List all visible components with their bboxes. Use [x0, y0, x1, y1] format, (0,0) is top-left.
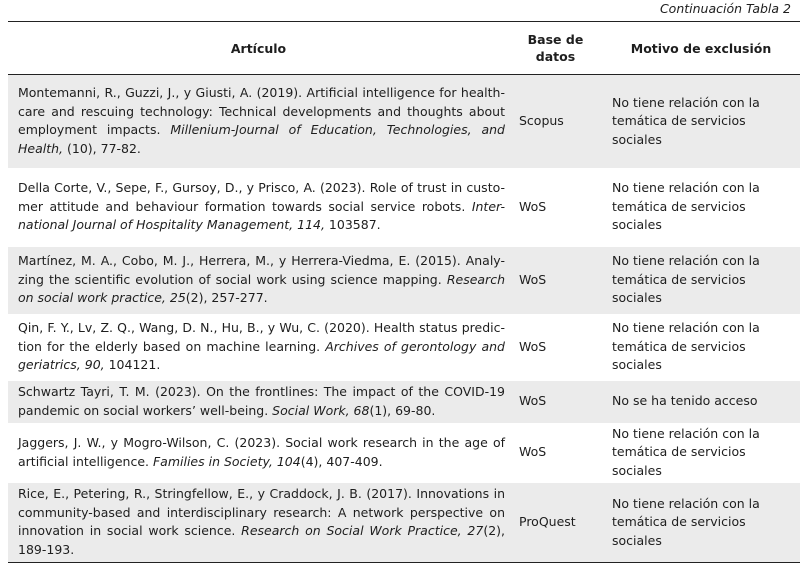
article-authors: Della Corte, V., Sepe, F., Gursoy, D., y Prisco, A. (2023). Role of trust in custo-mer attitude and behaviour formation towards social service robots. [18, 180, 505, 214]
database-cell: Scopus [509, 75, 602, 168]
article-authors: Rice, E., Petering, R., Stringfellow, E., y Craddock, J. B. (2017). Innovations in community-based and interdisciplinary research: A network perspective on innovation in social work science. [18, 486, 505, 539]
article-journal: Social Work, 68 [272, 402, 370, 418]
reason-cell: No tiene relación con la temática de servicios sociales [602, 483, 800, 563]
exclusion-table [8, 21, 800, 563]
article-journal: Research on social work practice, 25 [18, 271, 505, 306]
article-authors: Schwartz Tayri, T. M. (2023). On the frontlines: The impact of the COVID-19 pandemic on social workers’ well-being. [18, 384, 505, 418]
table-row [8, 247, 800, 314]
database-cell: WoS [519, 338, 547, 354]
table-row [8, 381, 800, 423]
article-cell [8, 168, 509, 247]
article-journal: Research on Social Work Practice, 27 [241, 523, 484, 539]
article-cell [8, 483, 509, 563]
article-authors: Jaggers, J. W., y Mogro-Wilson, C. (2023). Social work research in the age of artificial intelligence. [18, 435, 505, 469]
article-cell [8, 381, 509, 423]
article-details: (10), 77-82. [63, 140, 141, 156]
database-cell: ProQuest [509, 483, 602, 563]
article-details: 104121. [104, 357, 161, 373]
table-row [8, 168, 800, 247]
article-details: (2), 257-277. [185, 290, 268, 306]
article-journal: Inter-national Journal of Hospitality Management, 114, [18, 198, 505, 233]
database-cell: WoS [519, 198, 547, 214]
article-cell [8, 314, 509, 381]
article-details: (1), 69-80. [369, 402, 436, 418]
table-row [8, 423, 800, 483]
header-base-de-datos [509, 22, 602, 75]
article-cell [8, 75, 509, 168]
database-cell: WoS [509, 381, 602, 423]
article-details: (2), 189-193. [18, 523, 505, 557]
reason-cell: No se ha tenido acceso [602, 381, 800, 423]
table-header-row [8, 22, 800, 75]
article-journal: Archives of gerontology and geriatrics, 90, [18, 338, 505, 373]
reason-cell: No tiene relación con la temática de servicios sociales [612, 320, 760, 373]
table-caption: Continuación Tabla 2 [659, 1, 791, 16]
article-journal: Millenium-Journal of Education, Technologies, and Health, [18, 122, 505, 156]
article-authors: Martínez, M. A., Cobo, M. J., Herrera, M., y Herrera-Viedma, E. (2015). Analy-zing the scientific evolution of social work using science mapping. [18, 253, 505, 287]
table-row [8, 75, 800, 168]
article-authors: Montemanni, R., Guzzi, J., y Giusti, A. (2019). Artificial intelligence for health-care and rescuing technology: Technical developments and thoughts about employment impacts. [18, 85, 505, 138]
header-articulo: Artículo [8, 22, 509, 75]
reason-cell: No tiene relación con la temática de servicios sociales [602, 247, 800, 314]
article-cell [8, 423, 509, 483]
reason-cell: No tiene relación con la temática de servicios sociales [612, 425, 760, 478]
database-cell: WoS [509, 247, 602, 314]
database-cell: WoS [519, 444, 547, 460]
article-journal: Families in Society, 104 [152, 453, 301, 469]
header-base-line2: datos [535, 49, 576, 64]
reason-cell: No tiene relación con la temática de servicios sociales [602, 75, 800, 168]
article-details: 103587. [324, 217, 381, 233]
header-motivo: Motivo de exclusión [602, 22, 800, 75]
reason-cell: No tiene relación con la temática de servicios sociales [612, 180, 760, 233]
table-row [8, 483, 800, 563]
header-base-line1: Base de [527, 32, 584, 47]
article-details: (4), 407-409. [300, 453, 383, 469]
article-authors: Qin, F. Y., Lv, Z. Q., Wang, D. N., Hu, B., y Wu, C. (2020). Health status predic-tion for the elderly based on machine learning. [18, 320, 505, 354]
table-row [8, 314, 800, 381]
article-cell [8, 247, 509, 314]
